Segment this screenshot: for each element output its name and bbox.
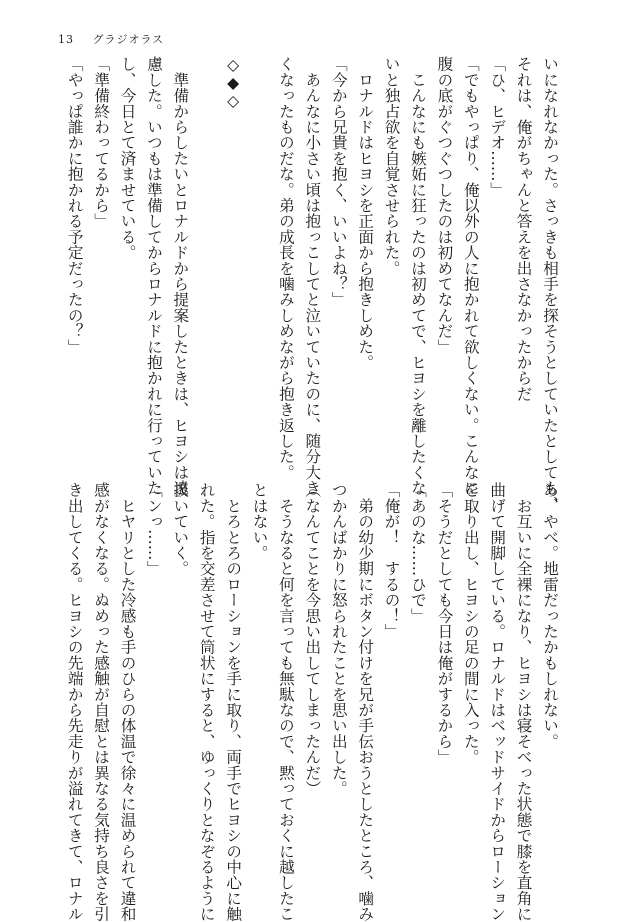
text-line: 慮した。いつもは準備してからロナルドに抱かれに行っていた [144, 56, 163, 496]
text-line: 「ンっ……」 [144, 482, 163, 577]
text-line: 感がなくなる。ぬめった感触が自慰とは異なる気持ち良さを引 [92, 482, 111, 922]
section-break: ◇◆◇ [224, 56, 243, 111]
text-line: し、今日とて済ませている。 [118, 56, 137, 261]
text-line: 扱いていく。 [171, 482, 190, 577]
text-line: そうなると何を言っても無駄なので、黙っておくに越したこ [276, 482, 295, 922]
text-line: れた。指を交差させて筒状にすると、ゆっくりとなぞるように [197, 482, 216, 922]
text-line: 曲げて開脚している。ロナルドはベッドサイドからローション [488, 482, 507, 922]
text-line: とろとろのローションを手に取り、両手でヒヨシの中心に触 [224, 482, 243, 922]
text-line: いになれなかった。さっきも相手を探そうとしていたとしても、 [541, 56, 559, 512]
text-line: くなったものだな。弟の成長を噛みしめながら抱き返した。 [276, 56, 295, 480]
text-line: いと独占欲を自覚させられた。 [382, 56, 401, 276]
text-line: 弟の幼少期にボタン付けを兄が手伝おうとしたところ、噛み [356, 482, 375, 922]
text-line: 「準備終わってるから」 [92, 56, 111, 229]
running-title: グラジオラス [92, 33, 165, 46]
page-number: 13 [58, 33, 74, 46]
text-line: 「ひ、ヒデオ……」 [488, 56, 507, 198]
text-line: 準備からしたいとロナルドから提案したときは、ヒヨシは遠 [171, 56, 190, 496]
text-line: き出してくる。ヒヨシの先端から先走りが溢れてきて、ロナル [65, 482, 84, 922]
text-line: ヒヤリとした冷感も手のひらの体温で徐々に温められて違和 [118, 482, 137, 922]
text-line: 腹の底がぐつぐつしたのは初めてなんだ」 [435, 56, 454, 355]
text-line: あ、やべ。地雷だったかもしれない。 [541, 482, 559, 749]
text-line: あんなに小さい頃は抱っこしてと泣いていたのに、随分大き [303, 56, 322, 496]
text-line: 「そうだとしても今日は俺がするから」 [435, 482, 454, 765]
text-line: こんなにも嫉妬に狂ったのは初めてで、ヒヨシを離したくな [408, 56, 427, 496]
text-line: 「あのな……ひで」 [408, 482, 427, 624]
text-line: 「やっぱ誰かに抱かれる予定だったの？」 [65, 56, 84, 355]
text-line: を取り出し、ヒヨシの足の間に入った。 [461, 482, 480, 765]
text-line: ロナルドはヒヨシを正面から抱きしめた。 [356, 56, 375, 370]
text-line: とはない。 [250, 482, 269, 561]
top-text-column [65, 56, 563, 512]
text-line: 「今から兄貴を抱く、いいよね？」 [329, 56, 348, 308]
text-line: （なんてことを今思い出してしまったんだ） [303, 482, 322, 796]
text-line: つかんばかりに怒られたことを思い出した。 [329, 482, 348, 796]
text-line: それは、俺がちゃんと答えを出さなかったからだ [514, 56, 533, 402]
bottom-text-column [65, 482, 563, 922]
text-line: 「でもやっぱり、俺以外の人に抱かれて欲しくない。こんなに [461, 56, 480, 496]
blank-line [193, 56, 219, 442]
text-line: 「俺が！ するの！」 [382, 482, 401, 639]
blank-line [246, 56, 272, 442]
page-header [58, 31, 164, 47]
text-line: お互いに全裸になり、ヒヨシは寝そべった状態で膝を直角に [514, 482, 533, 922]
